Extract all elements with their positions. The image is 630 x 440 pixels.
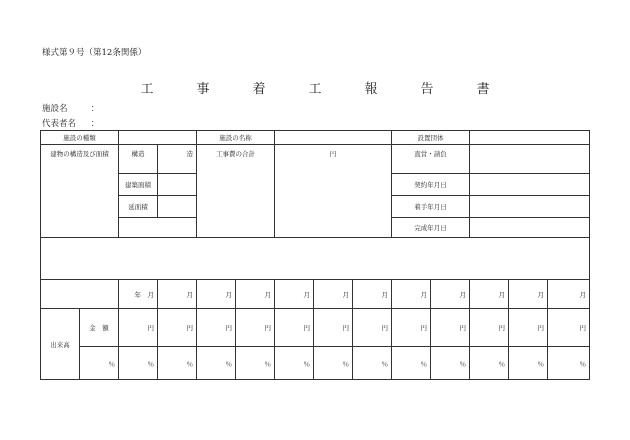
facility-type-value[interactable] [119,131,197,145]
start-date-value[interactable] [470,196,590,218]
output-label: 出来高 [41,309,80,380]
amount-label: 金 額 [80,309,119,347]
percent-cell[interactable]: ％ [548,347,590,380]
percent-cell[interactable]: ％ [236,347,275,380]
amount-yen-cell[interactable]: 円 [353,309,392,347]
representative-line [42,117,99,129]
percent-cell[interactable]: ％ [509,347,548,380]
form-reference: 様式第９号（第12条関係） [42,48,147,58]
amount-yen-cell[interactable]: 円 [236,309,275,347]
percent-cell[interactable]: ％ [119,347,158,380]
percent-cell[interactable]: ％ [392,347,431,380]
amount-yen-cell[interactable]: 円 [158,309,197,347]
month-header: 月 [431,280,470,309]
facility-name-label: 施設名 [42,104,68,114]
structure-blank-cell [119,218,197,238]
remarks-area[interactable] [41,238,590,280]
month-header: 月 [158,280,197,309]
year-month-header-blank [41,280,119,309]
structure-label: 構造 [119,145,158,174]
percent-cell[interactable]: ％ [470,347,509,380]
report-table [40,130,590,380]
year-month-label: 年 月 [119,280,158,309]
amount-yen-cell[interactable]: 円 [119,309,158,347]
month-header: 月 [236,280,275,309]
percent-label: ％ [80,347,119,380]
completion-date-label: 完成年月日 [392,218,470,238]
amount-yen-cell[interactable]: 円 [392,309,431,347]
percent-cell[interactable]: ％ [314,347,353,380]
amount-yen-cell[interactable]: 円 [314,309,353,347]
direct-contract-label: 直営・請負 [392,145,470,174]
month-header: 月 [548,280,590,309]
start-date-label: 着手年月日 [392,196,470,218]
contract-date-label: 契約年月日 [392,174,470,196]
structure-suffix: 造 [158,145,197,174]
install-body-value[interactable] [470,131,590,145]
month-header: 月 [314,280,353,309]
amount-yen-cell[interactable]: 円 [197,309,236,347]
month-header: 月 [275,280,314,309]
completion-date-value[interactable] [470,218,590,238]
facility-type-label: 施設の種類 [41,131,119,145]
percent-cell[interactable]: ％ [275,347,314,380]
floor-area-value[interactable] [158,196,197,218]
building-area-value[interactable] [158,174,197,196]
amount-yen-cell[interactable]: 円 [275,309,314,347]
amount-yen-cell[interactable]: 円 [470,309,509,347]
amount-yen-cell[interactable]: 円 [509,309,548,347]
building-structure-label: 建物の構造及び面積 [41,145,119,238]
facility-name-line [42,102,99,114]
month-header: 月 [353,280,392,309]
month-header: 月 [392,280,431,309]
total-cost-label: 工事費の合計 [197,145,275,238]
amount-yen-cell[interactable]: 円 [548,309,590,347]
contract-date-value[interactable] [470,174,590,196]
facility-title-value[interactable] [275,131,392,145]
percent-cell[interactable]: ％ [158,347,197,380]
floor-area-label: 延面積 [119,196,158,218]
percent-cell[interactable]: ％ [197,347,236,380]
representative-colon: ： [90,119,100,129]
percent-cell[interactable]: ％ [431,347,470,380]
document-title: 工 事 着 工 報 告 書 [140,82,505,97]
total-cost-value[interactable]: 円 [275,145,392,238]
month-header: 月 [470,280,509,309]
facility-name-colon: ： [90,104,100,114]
percent-cell[interactable]: ％ [353,347,392,380]
month-header: 月 [197,280,236,309]
representative-label: 代表者名 [42,119,77,129]
amount-yen-cell[interactable]: 円 [431,309,470,347]
building-area-label: 建築面積 [119,174,158,196]
facility-title-label: 施設の名称 [197,131,275,145]
install-body-label: 設置団体 [392,131,470,145]
direct-contract-value[interactable] [470,145,590,174]
month-header: 月 [509,280,548,309]
